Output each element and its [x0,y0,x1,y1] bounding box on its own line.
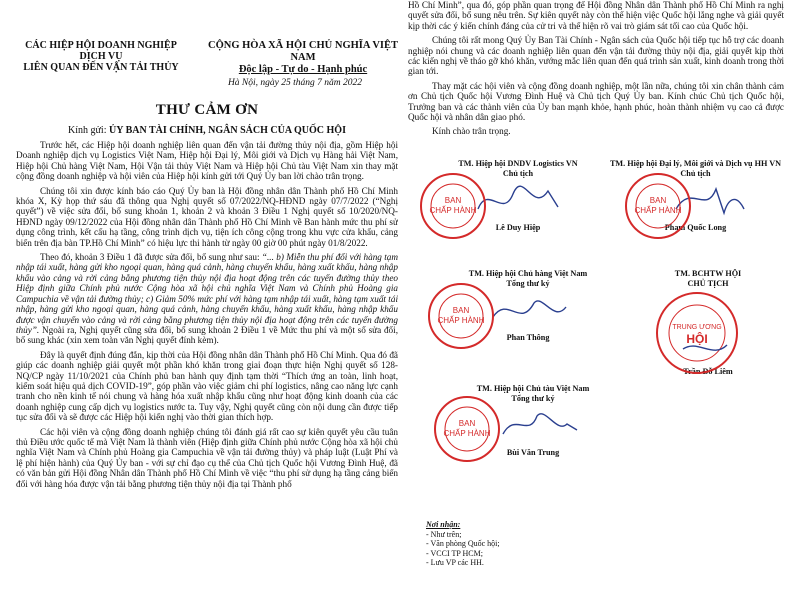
recipient-value: ỦY BAN TÀI CHÍNH, NGÂN SÁCH CỦA QUỐC HỘI [109,125,346,136]
recipient-item: - Như trên; [426,529,462,539]
signature-org: TM. Hiệp hội DNDV Logistics VN [458,158,578,168]
svg-text:BAN: BAN [444,195,462,205]
svg-text:TRUNG ƯƠNG: TRUNG ƯƠNG [672,323,722,331]
dateline: Hà Nội, ngày 25 tháng 7 năm 2022 [227,78,362,88]
red-seal-stamp-icon [623,171,693,241]
svg-text:CHẤP HÀNH: CHẤP HÀNH [429,205,477,215]
recipient-label: Kính gửi: [68,125,107,136]
signature-role: Chủ tịch [680,168,711,178]
national-motto: Độc lập - Tự do - Hạnh phúc [238,64,368,75]
signatory-name: Trần Đỗ Liêm [683,366,733,376]
svg-text:CHẤP HÀNH: CHẤP HÀNH [634,205,682,215]
signature-role: Tổng thư ký [506,278,550,288]
paragraph-3-end: Ngoài ra, Nghị quyết cũng sửa đổi, bổ sung khoản 2 Điều 1 về Mức thu phí và một số sửa đổi, bổ sung khác (xin xem toàn văn Nghị quyết đính kèm). [16,324,398,346]
signature-role: CHỦ TỊCH [687,278,729,288]
signature-org: TM. BCHTW HỘI [674,268,742,278]
left-page [16,8,398,600]
signatory-name: Lê Duy Hiệp [495,222,541,232]
svg-text:BAN: BAN [458,418,476,428]
signatory-name: Phạm Quốc Long [664,222,727,232]
signature-org: TM. Hiệp hội Đại lý, Môi giới và Dịch vụ HH VN [609,158,782,168]
recipient-line [16,125,398,136]
nation-line: CỘNG HÒA XÃ HỘI CHỦ NGHĨA VIỆT NAM [208,40,398,63]
paragraph-6: Chúng tôi rất mong Quý Ủy Ban Tài Chính - Ngân sách của Quốc hội tiếp tục hỗ trợ các doanh nghiệp nói chung và các doanh nghiệp liên quan đến vận tải đường thủy nội địa, giải quyết kịp thời các kiến nghị về tháo gỡ khó khăn, vướng mắc liên quan đến quá trình sản xuất, kinh doanh trong thời gian tới. [408,35,784,77]
signatory-name: Phan Thông [506,332,550,342]
org-line-2: LIÊN QUAN ĐẾN VẬN TẢI THỦY [23,62,179,73]
signature-org: TM. Hiệp hội Chủ tàu Việt Nam [476,383,590,393]
recipient-item: - Văn phòng Quốc hội; [426,539,500,548]
paragraph-1: Trước hết, các Hiệp hội doanh nghiệp liên quan đến vận tải đường thủy nội địa, gồm Hiệp hội Doanh nghiệp dịch vụ Logistics Việt Nam, Hiệp hội Đại lý, Môi giới và Dịch vụ Hàng hải Việt Nam, Hiệp hội Chủ hàng Việt Nam, Hội Vận tải thủy Việt Nam và Hiệp hội Chủ tàu Việt Nam xin thay mặt cộng đồng doanh nghiệp và hội viên của Hiệp hội kính gửi tới Quý Ủy ban lời chào trân trọng. [16,140,398,182]
signatory-name: Bùi Văn Trung [506,447,560,457]
paragraph-3-start: Theo đó, khoản 3 Điều 1 đã được sửa đổi, bổ sung như sau: [40,252,262,263]
red-seal-stamp-icon [432,394,502,464]
issuing-organization [16,40,186,76]
right-page [408,0,784,600]
signature-role: Tổng thư ký [511,393,555,403]
signature-role: Chủ tịch [502,168,534,178]
paragraph-7: Thay mặt các hội viên và cộng đồng doanh nghiệp, một lần nữa, chúng tôi xin chân thành cảm ơn Chủ tịch Quốc hội Vương Đình Huệ và Chủ tịch Quý Ủy ban. Kính chúc Chủ tịch Quốc hội, Trưởng ban và các thành viên của Ủy ban mạnh khỏe, hạnh phúc, hoàn thành nhiệm vụ cao cả được Quốc hội và nhân dân giao phó. [408,80,784,123]
red-seal-stamp-icon [426,281,496,351]
recipients-list [426,520,500,568]
recipients-heading: Nơi nhận: [426,520,461,529]
signature-org: TM. Hiệp hội Chủ hàng Việt Nam [468,268,588,278]
svg-text:CHẤP HÀNH: CHẤP HÀNH [437,315,485,325]
org-line-1: CÁC HIỆP HỘI DOANH NGHIỆP DỊCH VỤ [25,40,177,62]
svg-text:BAN: BAN [452,305,470,315]
red-seal-stamp-icon [653,289,741,377]
paragraph-5: Các hội viên và cộng đồng doanh nghiệp chúng tôi đánh giá rất cao sự kiên quyết yêu cầu tuân thủ Điều ước quốc tế mà Việt Nam là thành viên (Hiệp định giữa Chính phủ nước Cộng hòa xã hội chủ nghĩa Việt Nam và Chính phủ Hoàng gia Campuchia về vận tải đường thủy) và pháp luật (Luật Phí và lệ phí hiện hành) của Quý Ủy ban - với sự chỉ đạo cụ thể của Chủ tịch Quốc hội Vương Đình Huệ, đã có văn bản gửi Hội đồng Nhân dân Thành phố Hồ Chí Minh về việc “thu phí sử dụng hạ tầng cảng biển đối với hàng hóa được vận tải bằng phương tiện thủy nội địa tại Thành phố [16,426,398,489]
signature-section [408,149,784,539]
document-header [16,40,398,76]
paragraph-3-quote: “... b) Miễn thu phí đối với hàng tạm nhập tái xuất, hàng gửi kho ngoại quan, hàng quá cảnh, hàng chuyển khẩu, hàng xuất khẩu, hàng nhập khẩu vào cảng và rời cảng bằng phương tiện thủy nội địa hoạt động trên các tuyến đường thủy theo Hiệp định giữa Chính phủ nước Cộng hòa xã hội chủ nghĩa Việt Nam và Chính phủ Hoàng gia Campuchia về vận tải đường thủy; c) Giảm 50% mức phí với hàng tạm nhập tái xuất, hàng tạm xuất tái nhập, hàng gửi kho ngoại quan, hàng quá cảnh, hàng chuyển khẩu, hàng xuất khẩu, hàng nhập khẩu được vận chuyển vào cảng và rời cảng bằng phương tiện thủy nội địa hoạt động trên các tuyến đường thủy”. [16,252,398,335]
recipient-item: - Lưu VP các HH. [426,558,484,567]
paragraph-5-continued: Hồ Chí Minh”, qua đó, góp phần quan trọng để Hội đồng Nhân dân Thành phố Hồ Chí Minh ra nghị quyết sửa đổi, bổ sung nêu trên. Sự kiên quyết này còn thể hiện việc Quốc hội lắng nghe và giải quyết kịp thời các ý kiến chính đáng của cử tri và thể hiện rõ vai trò giám sát tối cao của Quốc hội. [408,0,784,31]
paragraph-4: Đây là quyết định đúng đắn, kịp thời của Hội đồng nhân dân Thành phố Hồ Chí Minh. Qua đó đã giúp các doanh nghiệp giải quyết một phần khó khăn trong giai đoạn thực hiện Nghị quyết số 128-NQ/CP ngày 11/10/2021 của Chính phủ ban hành quy định tạm thời “Thích ứng an toàn, linh hoạt, kiểm soát hiệu quả dịch COVID-19”, góp phần vào việc giảm chi phí logistics, nâng cao năng lực cạnh tranh cho nền kinh tế nói chung và hàng hóa xuất nhập khẩu cũng như hoạt động kinh doanh của các doanh nghiệp cung cấp dịch vụ logistics nước ta. Tuy vậy, Nghị quyết cũng còn nội dung cần được tiếp tục sửa đổi và sẽ được các Hiệp hội kiến nghị vào thời gian thích hợp. [16,349,398,423]
red-seal-stamp-icon [418,171,488,241]
national-heading [208,40,398,76]
closing-line: Kính chào trân trọng. [432,126,511,137]
document-title: THƯ CẢM ƠN [155,102,259,118]
recipient-item: - VCCI TP HCM; [426,548,483,558]
svg-text:CHẤP HÀNH: CHẤP HÀNH [443,428,491,438]
svg-text:BAN: BAN [649,195,667,205]
paragraph-2: Chúng tôi xin được kính báo cáo Quý Ủy ban là Hội đồng nhân dân Thành phố Hồ Chí Minh khóa X, Kỳ họp thứ sáu đã thông qua Nghị quyết số 07/2022/NQ-HĐND ngày 07/7/2022 (“Nghị quyết”) về việc sửa đổi, bổ sung khoản 1, khoản 2 và khoản 3 Điều 1 Nghị quyết số 10/2020/NQ-HĐND ngày 09/12/2022 của Hội đồng nhân dân Thành phố Hồ Chí Minh về Ban hành mức thu phí sử dụng công trình, kết cấu hạ tầng, công trình dịch vụ, tiện ích công cộng trong khu vực cửa khẩu, cảng biển trên địa bàn TP.Hồ Chí Minh” có hiệu lực thi hành từ ngày 00 giờ 00 phút ngày 01/8/2022. [16,185,398,248]
paragraph-3 [16,252,398,346]
svg-text:HỘI: HỘI [686,331,708,346]
